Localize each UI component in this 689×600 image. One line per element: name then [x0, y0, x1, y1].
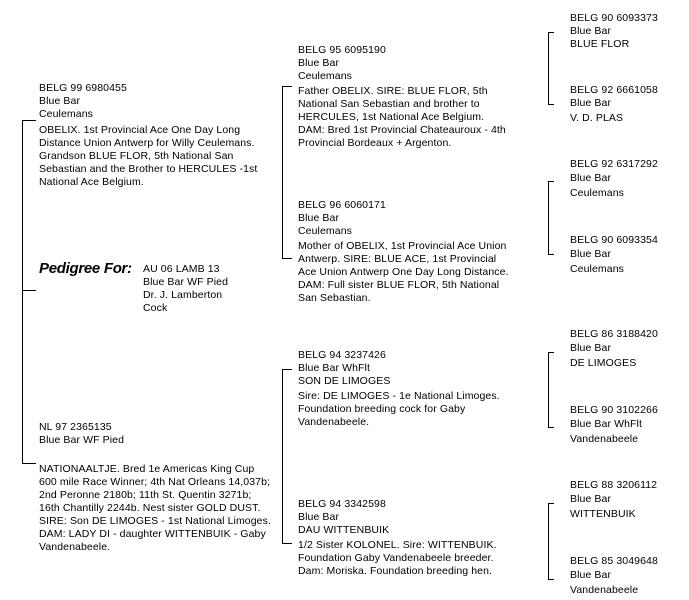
- ds-ring: BELG 94 3237426: [298, 349, 386, 361]
- sire-note: Grandson BLUE FLOR, 5th National San: [39, 150, 234, 162]
- g3-bracket-vertical: [548, 503, 549, 579]
- dam-note: Vandenabeele.: [39, 541, 111, 553]
- g3-ring: BELG 92 6317292: [570, 158, 658, 170]
- g3-bracket-bottom: [548, 254, 554, 255]
- g3-bracket-vertical: [548, 352, 549, 427]
- g3-owner: Ceulemans: [570, 187, 625, 199]
- g3-bracket-top: [548, 352, 554, 353]
- dam-note: NATIONAALTJE. Bred 1e Americas King Cup: [39, 463, 255, 475]
- ds-note: Sire: DE LIMOGES - 1e National Limoges.: [298, 390, 500, 402]
- g3-ring: BELG 90 3102266: [570, 404, 658, 416]
- g3-bracket-top: [548, 32, 554, 33]
- pedigree-label: Pedigree For:: [39, 260, 132, 277]
- sire-note: OBELIX. 1st Provincial Ace One Day Long: [39, 124, 241, 136]
- g3-owner: DE LIMOGES: [570, 357, 637, 369]
- main-bracket-bottom: [22, 463, 36, 464]
- g3-color: Blue Bar: [570, 248, 612, 260]
- ds-owner: SON DE LIMOGES: [298, 375, 391, 387]
- g3-bracket-bottom: [548, 579, 554, 580]
- g3-owner: Vandenabeele: [570, 433, 639, 445]
- g3-color: Blue Bar: [570, 97, 612, 109]
- g3-color: Blue Bar: [570, 569, 612, 581]
- sire-bracket-bottom: [282, 258, 292, 259]
- main-bracket-vertical: [22, 120, 23, 463]
- main-bracket-top: [22, 120, 36, 121]
- ss-owner: Ceulemans: [298, 70, 353, 82]
- g3-color: Blue Bar: [570, 342, 612, 354]
- sd-note: San Sebastian.: [298, 292, 371, 304]
- sd-owner: Ceulemans: [298, 225, 353, 237]
- g3-owner: Ceulemans: [570, 263, 625, 275]
- g3-bracket-bottom: [548, 427, 554, 428]
- dd-note: 1/2 Sister KOLONEL. Sire: WITTENBUIK.: [298, 539, 497, 551]
- dd-owner: DAU WITTENBUIK: [298, 524, 390, 536]
- g3-color: Blue Bar: [570, 172, 612, 184]
- dam-ring: NL 97 2365135: [39, 421, 112, 433]
- ds-note: Foundation breeding cock for Gaby: [298, 403, 466, 415]
- sd-note: Antwerp. SIRE: BLUE ACE, 1st Provincial: [298, 253, 497, 265]
- g3-color: Blue Bar: [570, 25, 612, 37]
- sire-bracket-top: [282, 86, 292, 87]
- ss-note: National San Sebastian and brother to: [298, 98, 480, 110]
- g3-color: Blue Bar WhFlt: [570, 418, 643, 430]
- dam-color: Blue Bar WF Pied: [39, 434, 125, 446]
- dam-note: DAM: LADY DI - daughter WITTENBUIK - Gaby: [39, 528, 266, 540]
- ss-note: DAM: Bred 1st Provincial Chateauroux - 4th: [298, 124, 506, 136]
- ds-note: Vandenabeele.: [298, 416, 370, 428]
- g3-ring: BELG 86 3188420: [570, 328, 658, 340]
- subject-color: Blue Bar WF Pied: [143, 276, 229, 288]
- g3-bracket-vertical: [548, 32, 549, 104]
- sd-ring: BELG 96 6060171: [298, 199, 386, 211]
- sire-note: Distance Union Antwerp for Willy Ceulemans.: [39, 137, 255, 149]
- dam-note: 16th Chantilly 2244b. Nest sister GOLD DUST.: [39, 502, 261, 514]
- dam-note: SIRE: Son DE LIMOGES - 1st National Limoges.: [39, 515, 271, 527]
- subject-ring: AU 06 LAMB 13: [143, 263, 220, 275]
- sire-ring: BELG 99 6980455: [39, 82, 127, 94]
- ds-color: Blue Bar WhFlt: [298, 362, 371, 374]
- g3-bracket-vertical: [548, 181, 549, 254]
- dam-bracket-vertical: [282, 369, 283, 543]
- g3-owner: Vandenabeele: [570, 584, 639, 596]
- sire-note: Sebastian and the Brother to HERCULES -1st: [39, 163, 258, 175]
- g3-color: Blue Bar: [570, 493, 612, 505]
- subject-owner: Dr. J. Lamberton: [143, 289, 223, 301]
- ss-note: Father OBELIX. SIRE: BLUE FLOR, 5th: [298, 85, 488, 97]
- g3-bracket-top: [548, 503, 554, 504]
- ss-ring: BELG 95 6095190: [298, 44, 386, 56]
- g3-ring: BELG 88 3206112: [570, 479, 658, 491]
- sire-bracket-vertical: [282, 86, 283, 258]
- dam-bracket-top: [282, 369, 292, 370]
- g3-owner: BLUE FLOR: [570, 38, 630, 50]
- ss-color: Blue Bar: [298, 57, 340, 69]
- dam-note: 600 mile Race Winner; 4th Nat Orleans 14,037b;: [39, 476, 271, 488]
- sd-note: Mother of OBELIX, 1st Provincial Ace Union: [298, 240, 507, 252]
- dd-color: Blue Bar: [298, 511, 340, 523]
- g3-ring: BELG 90 6093354: [570, 234, 658, 246]
- sd-color: Blue Bar: [298, 212, 340, 224]
- dd-ring: BELG 94 3342598: [298, 498, 386, 510]
- g3-bracket-top: [548, 181, 554, 182]
- dd-note: Foundation Gaby Vandenabeele breeder.: [298, 552, 494, 564]
- g3-owner: V. D. PLAS: [570, 112, 624, 124]
- sire-color: Blue Bar: [39, 95, 81, 107]
- g3-ring: BELG 85 3049648: [570, 555, 658, 567]
- sd-note: Ace Union Antwerp One Day Long Distance.: [298, 266, 509, 278]
- dam-bracket-bottom: [282, 543, 292, 544]
- g3-bracket-bottom: [548, 104, 554, 105]
- dd-note: Dam: Moriska. Foundation breeding hen.: [298, 565, 493, 577]
- g3-owner: WITTENBUIK: [570, 508, 636, 520]
- ss-note: HERCULES, 1st National Ace Belgium.: [298, 111, 485, 123]
- sire-note: National Ace Belgium.: [39, 176, 144, 188]
- main-bracket-mid: [22, 290, 36, 291]
- ss-note: Provincial Bordeaux + Argenton.: [298, 137, 452, 149]
- dam-note: 2nd Peronne 2180b; 11th St. Quentin 3271b;: [39, 489, 252, 501]
- subject-sex: Cock: [143, 302, 168, 314]
- sire-owner: Ceulemans: [39, 108, 94, 120]
- g3-ring: BELG 90 6093373: [570, 12, 658, 24]
- g3-ring: BELG 92 6661058: [570, 84, 658, 96]
- sd-note: DAM: Full sister BLUE FLOR, 5th National: [298, 279, 500, 291]
